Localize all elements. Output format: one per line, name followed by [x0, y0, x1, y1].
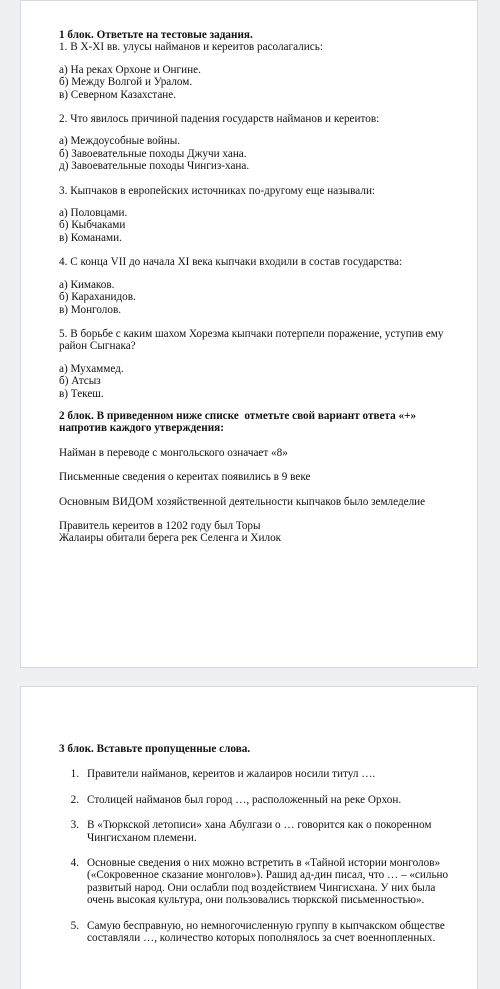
question-4-options — [59, 279, 457, 316]
page-2-content — [59, 743, 457, 957]
document-page-2 — [20, 686, 478, 989]
option: в) Монголов. — [59, 303, 122, 316]
list-item — [59, 768, 457, 780]
option: б) Завоевательные походы Джучи хана. — [59, 147, 247, 160]
option: б) Кыбчаками — [59, 219, 126, 232]
question-4: 4. С конца VII до начала XI века кыпчаки входили в состав государства: — [59, 256, 403, 269]
list-item — [59, 920, 457, 945]
page-1-content — [59, 29, 457, 545]
option: а) На реках Орхоне и Онгине. — [59, 63, 201, 76]
item-number: 3. — [70, 819, 79, 832]
block-2-title: 2 блок. В приведенном ниже списке отметьте свой вариант ответа «+» напротив каждого утверждения: — [59, 409, 419, 435]
block-1-title: 1 блок. Ответьте на тестовые задания. — [59, 29, 253, 41]
statement: Письменные сведения о кереитах появились в 9 веке — [59, 471, 311, 484]
item-text: В «Тюркской летописи» хана Абулгази о … говорится как о покоренном Чингисханом племени. — [87, 819, 432, 844]
item-number: 1. — [70, 768, 79, 781]
item-number: 4. — [70, 857, 79, 870]
option: а) Кимаков. — [59, 278, 115, 291]
option: б) Атсыз — [59, 375, 101, 388]
question-2: 2. Что явилось причиной падения государств найманов и кереитов: — [59, 113, 380, 126]
fill-in-list — [59, 768, 457, 944]
statement: Найман в переводе с монгольского означает «8» — [59, 446, 288, 459]
item-text: Самую бесправную, но немногочисленную группу в кыпчакском обществе составляли …, количество которых пополнялось за счет военнопленных. — [87, 919, 445, 945]
statement: Основным ВИДОМ хозяйственной деятельности кыпчаков было земледелие — [59, 495, 426, 508]
question-2-options — [59, 135, 457, 172]
item-text: Правители найманов, кереитов и жалаиров носили титул …. — [87, 768, 376, 781]
statement: Жалаиры обитали берега рек Селенга и Хилок — [59, 532, 282, 545]
question-5: 5. В борьбе с каким шахом Хорезма кыпчаки потерпели поражение, уступив ему район Сыгнака? — [59, 327, 447, 353]
list-item — [59, 794, 457, 806]
option: а) Мухаммед. — [59, 362, 124, 375]
option: в) Текеш. — [59, 387, 104, 400]
item-number: 2. — [70, 793, 79, 806]
list-item — [59, 819, 457, 844]
document-page-1 — [20, 0, 478, 668]
question-5-options — [59, 363, 457, 400]
option: а) Половцами. — [59, 207, 128, 220]
question-3: 3. Кыпчаков в европейских источниках по-другому еще называли: — [59, 184, 376, 197]
question-1-options — [59, 64, 457, 101]
question-1: 1. В X-XI вв. улусы найманов и кереитов расолагались: — [59, 41, 323, 54]
option: а) Междоусобные войны. — [59, 135, 181, 148]
item-text: Столицей найманов был город …, расположенный на реке Орхон. — [87, 793, 402, 806]
option: в) Команами. — [59, 231, 122, 244]
list-item — [59, 857, 457, 907]
question-3-options — [59, 207, 457, 244]
option: б) Караханидов. — [59, 291, 136, 304]
statement: Правитель кереитов в 1202 году был Торы — [59, 519, 261, 532]
block-3-title: 3 блок. Вставьте пропущенные слова. — [59, 743, 251, 755]
option: в) Северном Казахстане. — [59, 88, 177, 101]
option: б) Между Волгой и Уралом. — [59, 76, 193, 89]
item-number: 5. — [70, 919, 79, 932]
option: д) Завоевательные походы Чингиз-хана. — [59, 160, 250, 173]
item-text: Основные сведения о них можно встретить в «Тайной истории монголов» («Сокровенное сказание монголов»). Рашид ад-дин писал, что … – «сильно развитый народ. Они ослабли под воздействием Чингисхана. У них была очень высокая культура, они пользовались тюркской письменностью». — [87, 857, 449, 907]
